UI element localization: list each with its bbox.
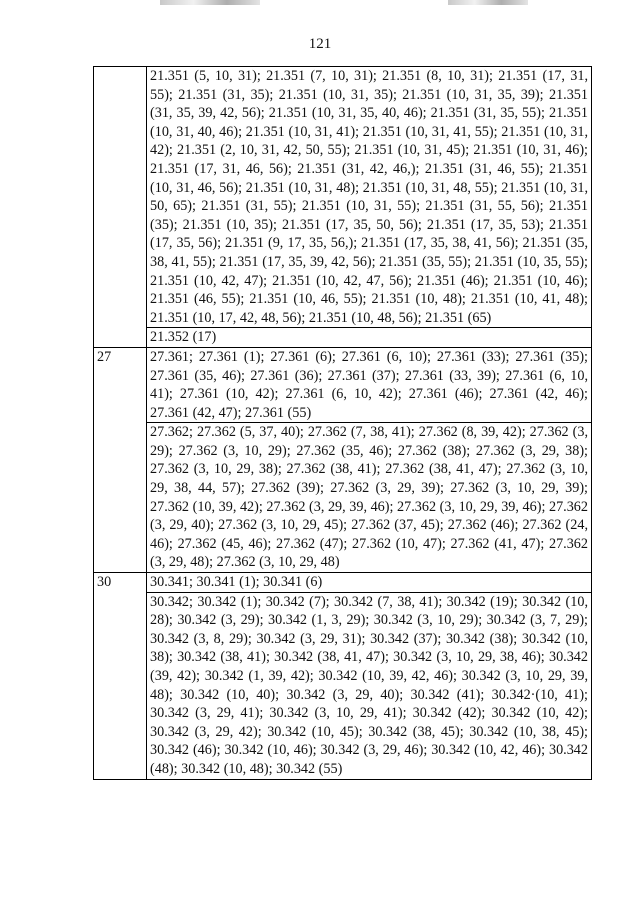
code-list-cell: 27.362; 27.362 (5, 37, 40); 27.362 (7, 38, 41); 27.362 (8, 39, 42); 27.362 (3, 29); 27.362 (3, 10, 29); 27.362 (35, 46); 27.362 (38); 27.362 (3, 29, 38); 27.362 (3, 10, 29, 38); 27.362 (38, 41); 27.362 (38, 41, 47); 27.362 (3, 10, 29, 38, 44, 57); 27.362 (39); 27.362 (3, 29, 39); 27.362 (3, 10, 29, 39); 27.362 (10, 39, 42); 27.362 (3, 29, 39, 46); 27.362 (3, 10, 29, 39, 46); 27.362 (3, 29, 40); 27.362 (3, 10, 29, 45); 27.362 (37, 45); 27.362 (46); 27.362 (24, 46); 27.362 (45, 46); 27.362 (47); 27.362 (10, 47); 27.362 (41, 47); 27.362 (3, 29, 48); 27.362 (3, 10, 29, 48) bbox=[147, 423, 592, 573]
code-list-cell: 30.342; 30.342 (1); 30.342 (7); 30.342 (7, 38, 41); 30.342 (19); 30.342 (10, 28); 30.342 (3, 29); 30.342 (1, 3, 29); 30.342 (3, 10, 29); 30.342 (3, 7, 29); 30.342 (3, 8, 29); 30.342 (3, 29, 31); 30.342 (37); 30.342 (38); 30.342 (10, 38); 30.342 (38, 41); 30.342 (38, 41, 47); 30.342 (3, 10, 29, 38, 46); 30.342 (39, 42); 30.342 (1, 39, 42); 30.342 (10, 39, 42, 46); 30.342 (3, 10, 29, 39, 48); 30.342 (10, 40); 30.342 (3, 29, 40); 30.342 (41); 30.342·(10, 41); 30.342 (3, 29, 41); 30.342 (3, 10, 29, 41); 30.342 (42); 30.342 (10, 42); 30.342 (3, 29, 42); 30.342 (10, 45); 30.342 (38, 45); 30.342 (10, 38, 45); 30.342 (46); 30.342 (10, 46); 30.342 (3, 29, 46); 30.342 (10, 42, 46); 30.342 (48); 30.342 (10, 48); 30.342 (55) bbox=[147, 592, 592, 779]
classification-code-table bbox=[93, 66, 592, 780]
table-row bbox=[94, 423, 592, 573]
code-list-cell: 21.351 (5, 10, 31); 21.351 (7, 10, 31); 21.351 (8, 10, 31); 21.351 (17, 31, 55); 21.351 (31, 35); 21.351 (10, 31, 35); 21.351 (10, 31, 35, 39); 21.351 (31, 35, 39, 42, 56); 21.351 (10, 31, 35, 40, 46); 21.351 (31, 35, 55); 21.351 (10, 31, 40, 46); 21.351 (10, 31, 41); 21.351 (10, 31, 41, 55); 21.351 (10, 31, 42); 21.351 (2, 10, 31, 42, 50, 55); 21.351 (10, 31, 45); 21.351 (10, 31, 46); 21.351 (17, 31, 46, 56); 21.351 (31, 42, 46,); 21.351 (31, 46, 55); 21.351 (10, 31, 46, 56); 21.351 (10, 31, 48); 21.351 (10, 31, 48, 55); 21.351 (10, 31, 50, 65); 21.351 (31, 55); 21.351 (10, 31, 55); 21.351 (31, 55, 56); 21.351 (35); 21.351 (10, 35); 21.351 (17, 35, 50, 56); 21.351 (17, 35, 53); 21.351 (17, 35, 56); 21.351 (9, 17, 35, 56,); 21.351 (17, 35, 38, 41, 56); 21.351 (35, 38, 41, 55); 21.351 (17, 35, 39, 42, 56); 21.351 (35, 55); 21.351 (10, 35, 55); 21.351 (10, 42, 47); 21.351 (10, 42, 47, 56); 21.351 (46); 21.351 (10, 46); 21.351 (46, 55); 21.351 (10, 46, 55); 21.351 (10, 48); 21.351 (10, 41, 48); 21.351 (10, 17, 42, 48, 56); 21.351 (10, 48, 56); 21.351 (65) bbox=[147, 67, 592, 328]
page-number: 121 bbox=[308, 36, 332, 52]
section-number-cell: 27 bbox=[94, 347, 147, 572]
scan-artifact-left bbox=[160, 0, 260, 5]
table-row bbox=[94, 573, 592, 593]
scan-artifact-right bbox=[448, 0, 528, 5]
table-row bbox=[94, 328, 592, 348]
section-number-cell bbox=[94, 67, 147, 348]
table-row bbox=[94, 67, 592, 328]
code-list-cell: 27.361; 27.361 (1); 27.361 (6); 27.361 (6, 10); 27.361 (33); 27.361 (35); 27.361 (35, 46); 27.361 (36); 27.361 (37); 27.361 (33, 39); 27.361 (6, 10, 41); 27.361 (10, 42); 27.361 (6, 10, 42); 27.361 (46); 27.361 (42, 46); 27.361 (42, 47); 27.361 (55) bbox=[147, 347, 592, 422]
code-list-cell: 30.341; 30.341 (1); 30.341 (6) bbox=[147, 573, 592, 593]
table-row bbox=[94, 592, 592, 779]
code-list-cell: 21.352 (17) bbox=[147, 328, 592, 348]
table-row bbox=[94, 347, 592, 422]
section-number-cell: 30 bbox=[94, 573, 147, 780]
